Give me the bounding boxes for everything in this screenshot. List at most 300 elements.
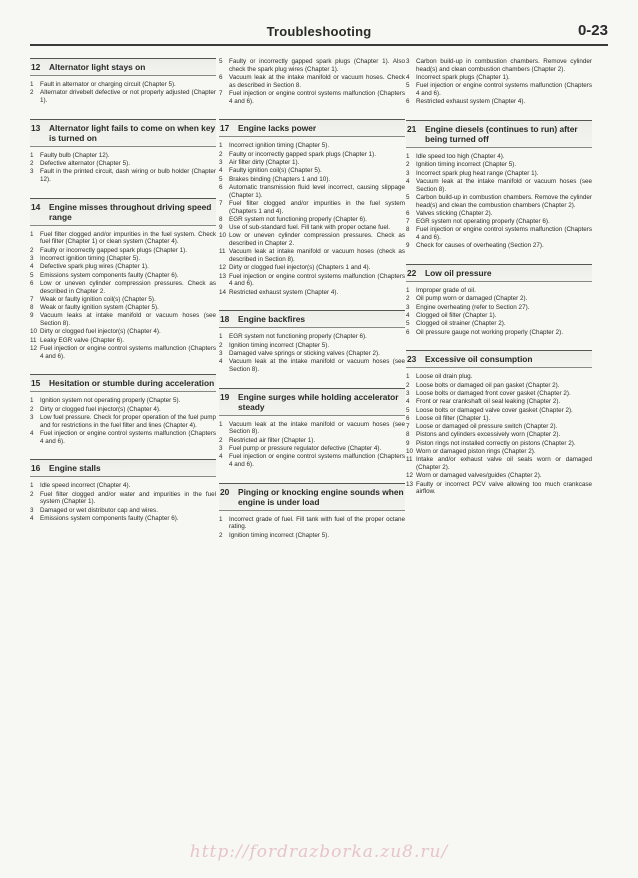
item-number: 2 [406,295,410,303]
item-number: 1 [30,81,34,88]
item-text: Low or uneven cylinder compression pressures. Check as described in Chapter 2. [229,232,405,248]
section-number: 19 [220,391,230,402]
list-item [30,345,216,360]
section [30,58,216,105]
item-number: 6 [406,328,410,336]
list-item [30,337,216,345]
item-text: Emissions system components faulty (Chapter 6). [40,515,179,523]
item-number: 3 [406,58,410,65]
item-text: Fuel injection or engine control systems malfunction (Chapters 4 and 6). [40,345,216,360]
item-text: Fuel filter clogged and/or impurities in the fuel system. Check fuel filter (Chapter 1) or clean system (Chapter 4). [40,230,216,246]
item-text: EGR system not functioning properly (Chapter 6). [229,215,367,223]
list-item [219,224,405,232]
item-number: 7 [406,423,410,431]
section-title: Engine diesels (continues to run) after being turned off [425,124,578,144]
item-text: Fuel pump or pressure regulator defective (Chapter 4). [229,445,382,453]
list-item [406,295,592,303]
item-text: Fuel injection or engine control systems malfunction (Chapters 4 and 6). [40,430,216,445]
list-item [30,397,216,405]
section [406,58,592,106]
item-number: 1 [219,142,223,150]
item-text: Use of sub-standard fuel. Fill tank with proper octane fuel. [229,224,391,232]
item-number: 1 [219,420,223,428]
item-number: 4 [406,177,410,185]
section [406,264,592,336]
section [219,483,405,540]
item-text: Automatic transmission fluid level incorrect, causing slippage (Chapter 1). [229,183,405,199]
section-title: Low oil pressure [425,268,492,279]
item-text: Damaged valve springs or sticking valves (Chapter 2). [229,350,380,358]
list-item [219,58,405,73]
item-number: 3 [219,445,223,453]
item-text: Faulty or incorrect PCV valve allowing too much crankcase airflow. [416,480,592,496]
item-text: Fuel injection or engine control systems malfunction (Chapters 4 and 6). [229,453,405,469]
section-heading [30,119,216,147]
section-number: 21 [407,124,417,134]
section-heading [406,350,592,368]
item-number: 4 [406,74,410,81]
list-item [219,273,405,288]
section [30,374,216,445]
item-text: Loose oil filter (Chapter 1). [416,414,491,422]
list-item [30,482,216,490]
list-item [30,491,216,506]
section [406,120,592,250]
item-number: 9 [406,242,410,250]
section-number: 16 [31,463,41,474]
section-number: 20 [220,486,230,497]
item-number: 6 [406,98,410,106]
item-text: Low fuel pressure. Check for proper operation of the fuel pump and for restrictions in the fuel filter and lines (Chapter 4). [40,414,216,429]
item-text: Vacuum leaks at intake manifold or vacuum hoses (see Section 8). [40,312,216,328]
list-item [219,248,405,263]
item-number: 10 [219,232,227,240]
item-number: 1 [219,333,223,341]
item-text: Piston rings not installed correctly on pistons (Chapter 2). [416,439,576,447]
item-number: 11 [219,248,226,256]
item-text: Idle speed incorrect (Chapter 4). [40,482,131,490]
watermark-url[interactable]: http://fordrazborka.zu8.ru/ [189,842,449,862]
section [219,310,405,373]
list-item [406,407,592,415]
section [219,119,405,296]
section-title: Alternator light fails to come on when key is turned on [49,122,216,143]
list-item [406,472,592,480]
list-item [219,453,405,468]
item-number: 1 [30,397,34,405]
section-number: 17 [220,123,230,134]
item-number: 4 [219,358,223,366]
item-text: Defective spark plug wires (Chapter 1). [40,263,149,271]
item-number: 9 [30,312,34,320]
item-text: Weak or faulty ignition coil(s) (Chapter 5). [40,295,156,303]
item-number: 3 [406,389,410,397]
item-number: 1 [30,482,34,490]
item-number: 4 [30,515,34,523]
list-item [406,382,592,390]
page-number: 0-23 [577,22,608,39]
section-heading [219,119,405,137]
item-number: 1 [406,287,410,295]
section-title: Engine surges while holding accelerator steady [238,391,399,412]
item-text: Fuel injection or engine control systems malfunction (Chapters 4 and 6). [229,272,405,288]
section-number: 22 [407,268,417,279]
item-number: 2 [30,490,34,498]
section-number: 14 [31,201,41,212]
item-number: 3 [30,506,34,514]
item-number: 5 [406,320,410,328]
list-item [406,170,592,178]
item-number: 6 [30,279,34,287]
item-number: 8 [219,215,223,223]
item-number: 10 [30,328,38,336]
item-number: 5 [30,271,34,279]
list-item [406,153,592,161]
list-item [406,304,592,312]
item-text: Idle speed too high (Chapter 4). [416,153,505,160]
list-item [30,304,216,312]
item-number: 1 [219,515,223,523]
item-number: 2 [219,531,223,539]
list-item [406,218,592,226]
section-heading [30,198,216,226]
item-number: 2 [30,160,34,167]
item-number: 4 [406,312,410,320]
section [406,350,592,496]
section-title: Hesitation or stumble during acceleration [49,378,215,389]
section-heading [219,310,405,328]
item-text: Worn or damaged piston rings (Chapter 2). [416,448,536,456]
list-item [406,373,592,381]
list-item [30,168,216,183]
section-heading [30,459,216,477]
list-item [30,414,216,429]
item-number: 7 [406,218,410,226]
item-text: Fuel injection or engine control systems malfunction (Chapters 4 and 6). [229,90,405,105]
item-text: Faulty or incorrectly gapped spark plugs (Chapter 1). Also check the spark plug wires (Chapter 1). [229,58,405,73]
section [30,198,216,361]
item-number: 9 [219,224,223,232]
list-item [406,481,592,496]
list-item [406,456,592,471]
list-item [219,445,405,453]
list-item [406,431,592,439]
item-number: 5 [219,58,223,65]
list-item [219,437,405,445]
item-number: 13 [406,480,414,488]
item-text: Ignition timing incorrect (Chapter 5). [229,341,330,349]
item-number: 4 [406,398,410,406]
item-number: 12 [406,472,414,480]
list-item [30,255,216,263]
item-number: 4 [219,167,223,175]
item-text: Faulty bulb (Chapter 12). [40,151,110,159]
section-title: Engine stalls [49,463,101,474]
list-item [219,342,405,350]
list-item [219,350,405,358]
section-number: 13 [31,122,41,133]
item-text: Vacuum leak at the intake manifold or vacuum hoses (see Section 8). [416,177,592,193]
item-text: Valves sticking (Chapter 2). [416,209,493,217]
list-item [406,74,592,82]
list-item [30,231,216,246]
item-number: 11 [30,336,37,344]
item-number: 1 [30,151,34,159]
item-number: 1 [406,153,410,160]
item-number: 12 [219,264,227,272]
item-text: Fuel injection or engine control systems malfunction (Chapters 4 and 6). [416,82,592,97]
item-number: 2 [406,161,410,169]
item-number: 3 [30,255,34,262]
section-title: Alternator light stays on [49,62,146,72]
section-heading [30,58,216,76]
item-text: Loose bolts or damaged valve cover gasket (Chapter 2). [416,406,573,414]
item-text: Check for causes of overheating (Section 27). [416,242,544,250]
item-number: 7 [30,295,34,303]
section-heading [406,120,592,148]
item-number: 4 [30,430,34,438]
item-number: 2 [219,150,223,158]
list-item [30,406,216,414]
item-text: Pistons and cylinders excessively worn (Chapter 2). [416,431,561,439]
item-text: Incorrect grade of fuel. Fill tank with fuel of the proper octane rating. [229,515,405,531]
item-text: Loose bolts or damaged front cover gasket (Chapter 2). [416,389,571,397]
section-heading [219,483,405,511]
item-text: Faulty ignition coil(s) (Chapter 5). [229,167,322,175]
item-text: Damaged or wet distributor cap and wires. [40,506,158,514]
section [219,388,405,469]
item-number: 2 [30,89,34,97]
item-number: 7 [219,90,223,97]
item-text: Brakes binding (Chapters 1 and 10). [229,175,331,183]
section-title: Pinging or knocking engine sounds when engine is under load [238,486,404,507]
column-2 [219,58,405,553]
item-text: Faulty or incorrectly gapped spark plugs (Chapter 1). [229,150,376,158]
list-item [219,532,405,540]
item-number: 1 [30,230,34,238]
item-text: Low or uneven cylinder compression pressures. Check as described in Chapter 2. [40,279,216,295]
list-item [219,232,405,247]
item-text: Front or rear crankshaft oil seal leaking (Chapter 2). [416,398,561,406]
list-item [406,178,592,193]
page-header [30,24,608,46]
item-text: Vacuum leak at the intake manifold or vacuum hoses. Check as described in Section 8. [229,74,405,89]
section [30,459,216,522]
section-title: Excessive oil consumption [425,354,533,365]
item-number: 3 [30,168,34,176]
list-item [219,184,405,199]
item-text: EGR system not functioning properly (Chapter 6). [229,333,367,341]
item-number: 2 [219,436,223,444]
item-text: Engine overheating (refer to Section 27). [416,303,530,311]
list-item [406,448,592,456]
list-item [219,90,405,105]
item-number: 8 [30,304,34,312]
list-item [406,161,592,169]
item-text: Loose or damaged oil pressure switch (Chapter 2). [416,423,558,431]
item-text: Air filter dirty (Chapter 1). [229,159,300,166]
item-text: Worn or damaged valves/guides (Chapter 2). [416,472,542,480]
section-heading [219,388,405,416]
list-item [406,320,592,328]
list-item [219,289,405,297]
item-number: 5 [406,406,410,414]
item-text: Fuel injection or engine control systems malfunction (Chapters 4 and 6). [416,226,592,242]
list-item [30,160,216,168]
item-text: Clogged oil filter (Chapter 1). [416,312,497,320]
list-item [30,515,216,523]
item-text: Intake and/or exhaust valve oil seals worn or damaged (Chapter 2). [416,456,592,472]
item-number: 13 [219,272,227,280]
item-text: Leaky EGR valve (Chapter 6). [40,336,124,344]
list-item [30,312,216,327]
item-text: Improper grade of oil. [416,287,476,295]
item-text: Vacuum leak at the intake manifold or vacuum hoses (see Section 8). [229,358,405,374]
list-item [406,210,592,218]
item-text: Ignition timing incorrect (Chapter 5). [416,161,517,169]
list-item [219,151,405,159]
list-item [219,74,405,89]
list-item [219,264,405,272]
item-number: 3 [219,159,223,166]
item-number: 7 [219,199,223,207]
item-number: 11 [406,456,413,464]
item-text: Fuel filter clogged and/or water and impurities in the fuel system (Chapter 1). [40,490,216,506]
list-item [406,58,592,73]
section-title: Engine misses throughout driving speed range [49,201,212,222]
list-item [30,81,216,89]
list-item [406,390,592,398]
item-text: Fault in alternator or charging circuit (Chapter 5). [40,81,176,88]
list-item [30,152,216,160]
item-text: Restricted exhaust system (Chapter 4). [416,98,526,106]
page-title: Troubleshooting [266,24,372,39]
item-text: Defective alternator (Chapter 5). [40,160,130,167]
item-number: 3 [219,350,223,358]
list-item [30,89,216,104]
item-text: Incorrect spark plug heat range (Chapter 1). [416,169,539,177]
list-item [406,287,592,295]
list-item [219,159,405,167]
item-number: 8 [406,226,410,234]
list-item [406,242,592,250]
list-item [406,194,592,209]
section-number: 12 [31,62,41,72]
item-text: Oil pressure gauge not working properly (Chapter 2). [416,328,563,336]
item-number: 10 [406,448,414,456]
item-text: Ignition system not operating properly (Chapter 5). [40,397,181,405]
section-title: Engine lacks power [238,123,317,134]
item-text: Carbon build-up in combustion chambers. Remove the cylinder head(s) and clean the combustion chambers (Chapter 2). [416,193,592,209]
item-number: 12 [30,345,38,353]
item-text: Carbon build-up in combustion chambers. Remove cylinder head(s) and clean combustion chambers (Chapter 2). [416,58,592,73]
item-number: 6 [219,74,223,81]
item-number: 3 [406,303,410,311]
item-number: 2 [219,341,223,349]
section-number: 15 [31,378,41,389]
list-item [406,329,592,337]
item-number: 14 [219,288,227,296]
section [219,58,405,105]
item-number: 6 [406,209,410,217]
list-item [30,328,216,336]
item-number: 4 [30,263,34,271]
column-3 [406,58,592,510]
list-item [406,398,592,406]
item-text: EGR system not operating properly (Chapter 6). [416,218,550,226]
list-item [30,272,216,280]
item-text: Restricted air filter (Chapter 1). [229,436,316,444]
section-heading [30,374,216,392]
item-text: Clogged oil strainer (Chapter 2). [416,320,506,328]
list-item [219,358,405,373]
item-text: Incorrect spark plugs (Chapter 1). [416,74,510,81]
item-text: Fault in the printed circuit, dash wiring or bulb holder (Chapter 12). [40,168,216,183]
section-number: 18 [220,314,230,325]
item-number: 1 [406,373,410,381]
list-item [406,440,592,448]
item-number: 2 [406,381,410,389]
item-number: 5 [406,193,410,201]
item-text: Oil pump worn or damaged (Chapter 2). [416,295,528,303]
item-number: 3 [406,169,410,177]
item-number: 2 [30,405,34,413]
section [30,119,216,184]
list-item [30,263,216,271]
item-text: Loose bolts or damaged oil pan gasket (Chapter 2). [416,381,560,389]
list-item [219,176,405,184]
list-item [219,421,405,436]
section-title: Engine backfires [238,314,306,325]
item-number: 6 [219,183,223,191]
item-text: Incorrect ignition timing (Chapter 5). [40,255,141,262]
list-item [30,507,216,515]
item-text: Faulty or incorrectly gapped spark plugs (Chapter 1). [40,246,187,254]
list-item [219,516,405,531]
list-item [219,333,405,341]
item-number: 3 [30,414,34,422]
column-1 [30,58,216,537]
item-text: Dirty or clogged fuel injector(s) (Chapters 1 and 4). [229,264,371,272]
item-text: Vacuum leak at intake manifold or vacuum hoses (check as described in Section 8). [229,248,405,264]
list-item [30,247,216,255]
list-item [30,296,216,304]
item-number: 5 [406,82,410,90]
item-number: 5 [219,175,223,183]
item-number: 2 [30,246,34,254]
section-number: 23 [407,354,417,365]
item-number: 8 [406,431,410,439]
item-text: Restricted exhaust system (Chapter 4). [229,288,339,296]
list-item [406,415,592,423]
item-number: 9 [406,439,410,447]
list-item [219,167,405,175]
item-number: 6 [406,414,410,422]
item-text: Dirty or clogged fuel injector(s) (Chapter 4). [40,405,161,413]
list-item [219,216,405,224]
item-text: Weak or faulty ignition system (Chapter 5). [40,304,159,312]
item-text: Ignition timing incorrect (Chapter 5). [229,531,330,539]
section-heading [406,264,592,282]
item-text: Fuel filter clogged and/or impurities in the fuel system (Chapters 1 and 4). [229,199,405,215]
item-text: Alternator drivebelt defective or not properly adjusted (Chapter 1). [40,89,216,104]
item-text: Loose oil drain plug. [416,373,473,381]
item-number: 4 [219,453,223,461]
item-text: Incorrect ignition timing (Chapter 5). [229,142,330,150]
list-item [406,82,592,97]
list-item [406,226,592,241]
list-item [219,200,405,215]
